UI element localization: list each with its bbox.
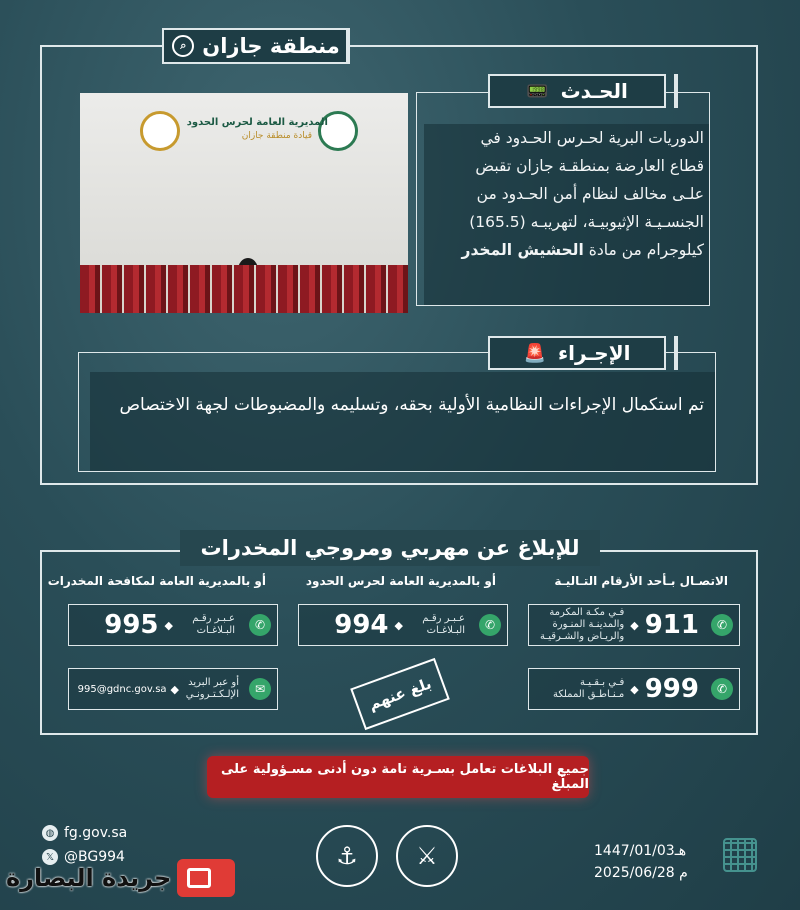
event-heading-tab xyxy=(488,74,666,108)
email-address[interactable]: 995@gdnc.gov.sa xyxy=(77,683,167,695)
arrow-icon: ◆ xyxy=(164,618,173,632)
x-icon: 𝕏 xyxy=(42,849,58,865)
event-line-bold: الحشيش المخدر xyxy=(461,241,584,259)
phone-icon: ✆ xyxy=(249,614,271,636)
twitter-text: @BG994 xyxy=(64,849,125,865)
event-line: علـى مخالف لنظام أمن الحـدود من xyxy=(476,185,704,203)
col3-heading: أو بالمديرية العامة لمكافحة المخدرات xyxy=(47,574,266,588)
seizure-photo xyxy=(80,93,408,313)
phone-number: 994 xyxy=(334,610,389,640)
col1-heading: الاتصـال بـأحد الأرقام التـاليـة xyxy=(554,574,728,588)
card-desc: أو عبر البريد الإلـكـتـرونـي xyxy=(185,677,239,700)
hijri-date: 1447/01/03هـ xyxy=(594,843,687,859)
report-title: للإبلاغ عن مهربي ومروجي المخدرات xyxy=(180,530,600,566)
card-desc: عـبـر رقـم البـلاغـات xyxy=(422,613,465,636)
card-911[interactable] xyxy=(528,604,740,646)
arrow-icon: ◆ xyxy=(630,618,639,632)
card-desc: عـبـر رقـم البـلاغـات xyxy=(192,613,235,636)
action-text: تم استكمال الإجراءات النظامية الأولية بحقه، وتسليمه والمضبوطات لجهة الاختصاص xyxy=(119,395,704,415)
report-stamp: بلغ عنهم xyxy=(350,658,450,730)
action-heading-tab xyxy=(488,336,666,370)
website-text: fg.gov.sa xyxy=(64,825,128,841)
card-999[interactable] xyxy=(528,668,740,710)
phone-icon: ✆ xyxy=(711,614,733,636)
confidentiality-notice: جميع البلاغات تعامل بسـرية تامة دون أدنى مسـؤولية على المبلّغ xyxy=(207,756,589,798)
card-desc: فـي مكـة المكرمة والمدينـة المنـورة والريـاض والشـرقيـة xyxy=(539,607,625,642)
date-block xyxy=(594,840,688,884)
newspaper-logo-icon xyxy=(177,859,235,897)
envelope-icon: ✉ xyxy=(249,678,271,700)
card-email[interactable] xyxy=(68,668,278,710)
event-heading: الحـدث xyxy=(560,79,628,103)
event-text xyxy=(424,124,704,264)
tab-bar xyxy=(674,74,678,108)
arrow-icon: ◆ xyxy=(170,682,179,696)
event-line: الجنسـيـة الإثيوبيـة، لتهريبـه (165.5) xyxy=(469,213,704,231)
saudi-emblem-icon: ⚔ xyxy=(396,825,458,887)
tab-bar xyxy=(674,336,678,370)
event-line xyxy=(424,236,704,264)
phone-number: 999 xyxy=(644,674,699,704)
border-guard-seal-icon xyxy=(140,111,180,151)
photo-org-name: المديرية العامة لحرس الحدود xyxy=(186,117,328,128)
region-title xyxy=(162,28,350,64)
card-995[interactable] xyxy=(68,604,278,646)
magnifier-icon: ⌕ xyxy=(172,35,194,57)
tab-bar xyxy=(346,28,350,64)
event-line-prefix: كيلوجرام من مادة xyxy=(583,241,704,259)
phone-icon: ✆ xyxy=(711,678,733,700)
region-title-text: منطقة جازان xyxy=(202,34,340,58)
siren-icon: 🚨 xyxy=(523,342,546,364)
border-guard-emblem-icon: ⚓ xyxy=(316,825,378,887)
gregorian-date: 2025/06/28 م xyxy=(594,865,688,881)
event-line: قطاع العارضة بمنطقـة جازان تقبض xyxy=(475,157,704,175)
arrow-icon: ◆ xyxy=(394,618,403,632)
globe-icon: ◍ xyxy=(42,825,58,841)
watermark-text: جريدة البصارة xyxy=(6,864,172,892)
action-heading: الإجـراء xyxy=(557,341,631,365)
phone-icon: ✆ xyxy=(479,614,501,636)
card-994[interactable] xyxy=(298,604,508,646)
event-line: الدوريات البرية لحـرس الحـدود في xyxy=(480,129,704,147)
col2-heading: أو بالمديرية العامة لحرس الحدود xyxy=(305,574,496,588)
card-desc: فـي بـقـيـة مـنـاطـق المملكة xyxy=(552,677,625,700)
calendar-icon xyxy=(723,838,757,872)
seized-packages xyxy=(80,265,408,313)
photo-org-sub: قيادة منطقة جازان xyxy=(241,131,312,141)
watermark xyxy=(6,858,235,898)
walkie-talkie-icon: 📟 xyxy=(526,80,549,102)
phone-number: 911 xyxy=(644,610,699,640)
arrow-icon: ◆ xyxy=(630,682,639,696)
website-link[interactable] xyxy=(42,825,127,841)
phone-number: 995 xyxy=(104,610,159,640)
